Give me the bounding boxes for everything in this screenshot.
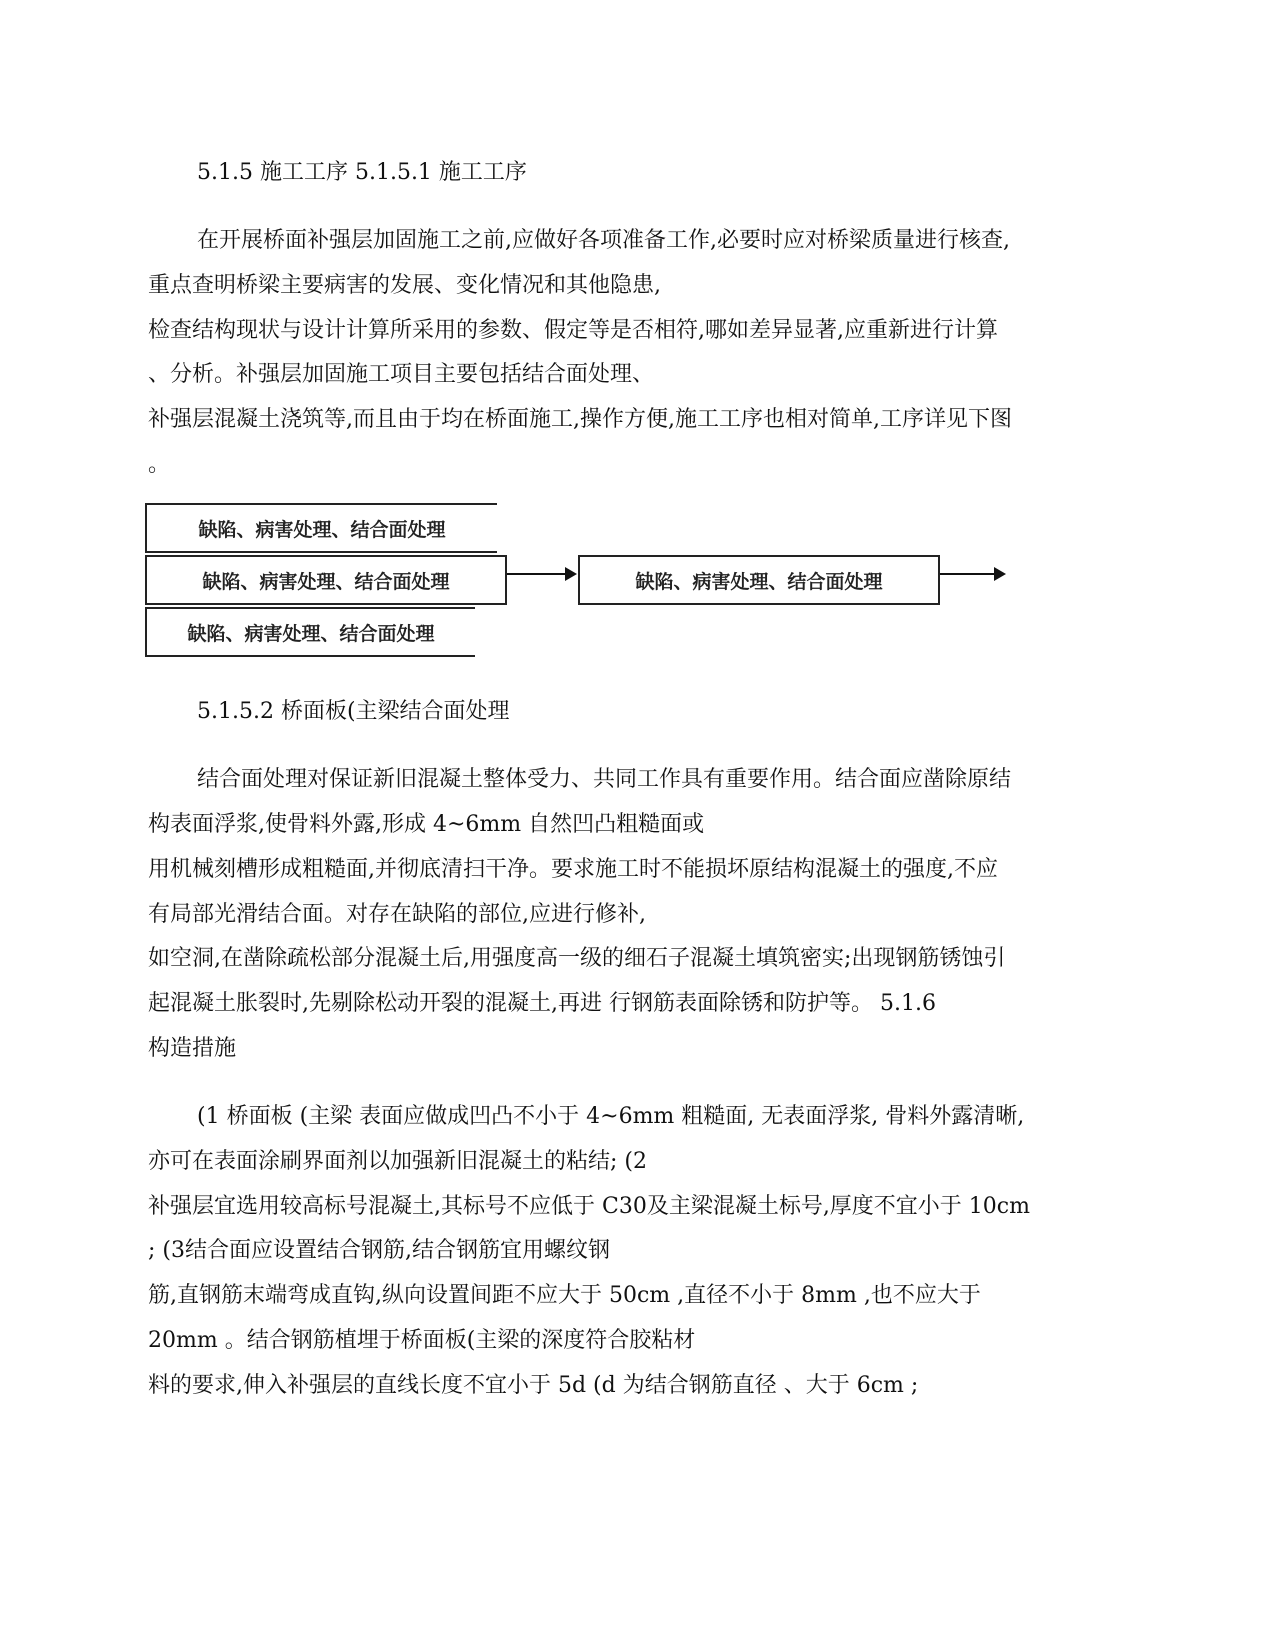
paragraph-line: 起混凝土胀裂时,先剔除松动开裂的混凝土,再进 行钢筋表面除锈和防护等。 5.1.6 xyxy=(148,991,936,1016)
flow-box-bottom: 缺陷、病害处理、结合面处理 xyxy=(145,607,475,657)
paragraph-line: 补强层混凝土浇筑等,而且由于均在桥面施工,操作方便,施工工序也相对简单,工序详见下图 xyxy=(148,407,1012,432)
paragraph-line: 构造措施 xyxy=(148,1036,237,1061)
paragraph-line: ; (3结合面应设置结合钢筋,结合钢筋宜用螺纹钢 xyxy=(148,1238,610,1263)
flow-box-right: 缺陷、病害处理、结合面处理 xyxy=(578,555,940,605)
flow-arrow-icon xyxy=(940,573,1000,575)
paragraph-line: 在开展桥面补强层加固施工之前,应做好各项准备工作,必要时应对桥梁质量进行核查, xyxy=(197,228,1010,253)
paragraph-line: 补强层宜选用较高标号混凝土,其标号不应低于 C30及主梁混凝土标号,厚度不宜小于 10cm xyxy=(148,1194,1030,1219)
paragraph-line: 构表面浮浆,使骨料外露,形成 4~6mm 自然凹凸粗糙面或 xyxy=(148,812,705,837)
paragraph-line: 料的要求,伸入补强层的直线长度不宜小于 5d (d 为结合钢筋直径 、大于 6cm ; xyxy=(148,1373,919,1398)
paragraph-line: 检查结构现状与设计计算所采用的参数、假定等是否相符,哪如差异显著,应重新进行计算 xyxy=(148,318,998,343)
flow-box-middle: 缺陷、病害处理、结合面处理 xyxy=(145,555,507,605)
flow-arrow-icon xyxy=(507,573,571,575)
paragraph-line: 、分析。补强层加固施工项目主要包括结合面处理、 xyxy=(148,362,655,387)
section-heading-5-1-5-2: 5.1.5.2 桥面板(主梁结合面处理 xyxy=(197,699,510,724)
paragraph-line: 。 xyxy=(148,452,171,477)
paragraph-line: 20mm 。结合钢筋植埋于桥面板(主梁的深度符合胶粘材 xyxy=(148,1328,696,1353)
paragraph-line: 重点查明桥梁主要病害的发展、变化情况和其他隐患, xyxy=(148,273,661,298)
paragraph-line: 有局部光滑结合面。对存在缺陷的部位,应进行修补, xyxy=(148,902,646,927)
flow-box-top: 缺陷、病害处理、结合面处理 xyxy=(145,503,497,553)
paragraph-line: 筋,直钢筋末端弯成直钩,纵向设置间距不应大于 50cm ,直径不小于 8mm ,也不应大于 xyxy=(148,1283,981,1308)
paragraph-line: 用机械刻槽形成粗糙面,并彻底清扫干净。要求施工时不能损坏原结构混凝土的强度,不应 xyxy=(148,857,998,882)
paragraph-line: 结合面处理对保证新旧混凝土整体受力、共同工作具有重要作用。结合面应凿除原结 xyxy=(197,767,1012,792)
paragraph-line: 如空洞,在凿除疏松部分混凝土后,用强度高一级的细石子混凝土填筑密实;出现钢筋锈蚀引 xyxy=(148,946,1006,971)
paragraph-line: (1 桥面板 (主梁 表面应做成凹凸不小于 4~6mm 粗糙面, 无表面浮浆, 骨料外露清晰, xyxy=(197,1104,1025,1129)
section-heading-5-1-5: 5.1.5 施工工序 5.1.5.1 施工工序 xyxy=(197,160,527,185)
paragraph-line: 亦可在表面涂刷界面剂以加强新旧混凝土的粘结; (2 xyxy=(148,1149,647,1174)
